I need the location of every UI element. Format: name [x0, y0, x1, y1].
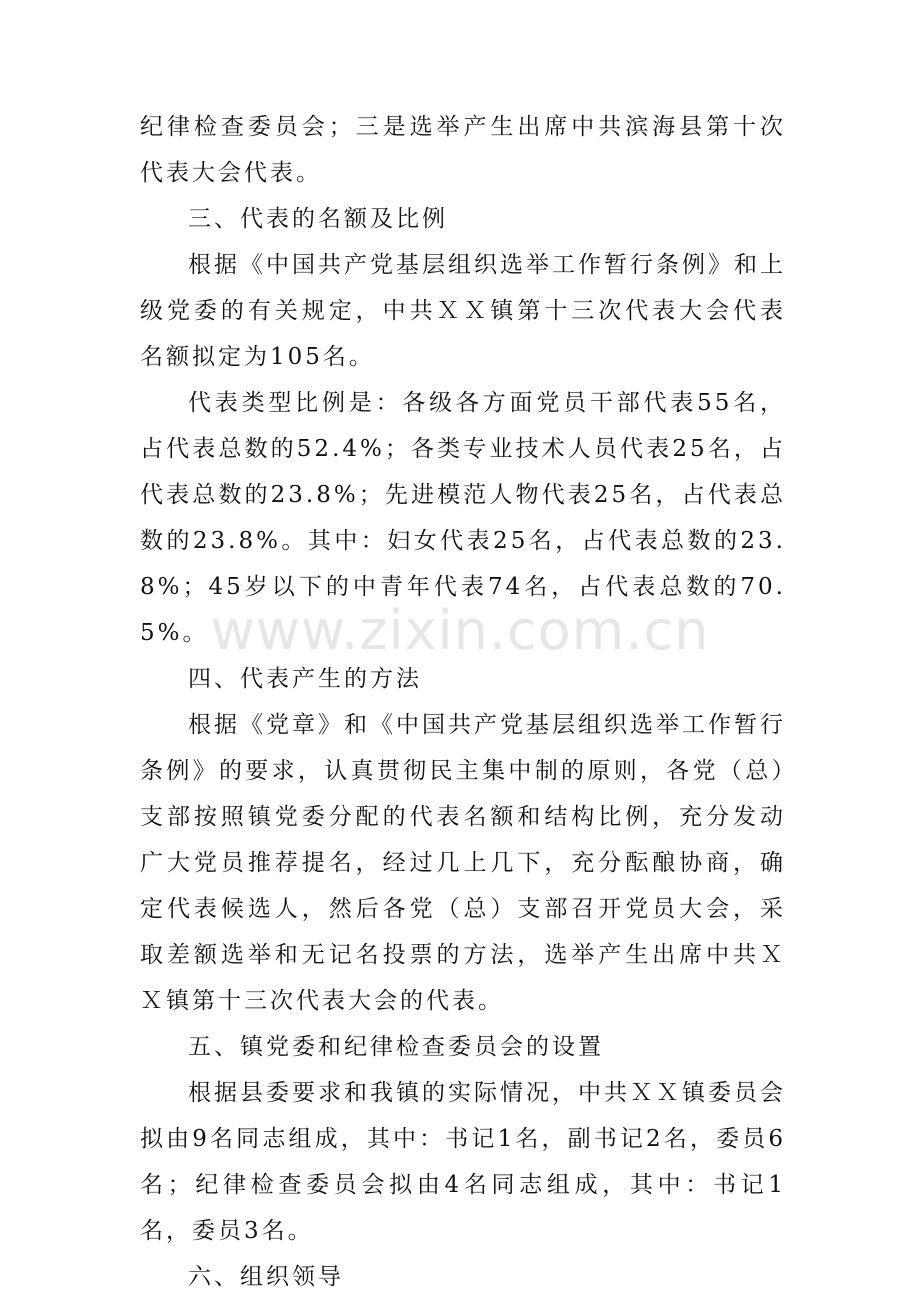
paragraph-committee: 根据县委要求和我镇的实际情况，中共ＸＸ镇委员会拟由9名同志组成，其中：书记1名，副书记2名，委员6名；纪律检查委员会拟由4名同志组成，其中：书记1名，委员3名。 — [140, 1080, 786, 1244]
section-heading-method: 四、代表产生的方法 — [188, 666, 422, 692]
section-heading-quota: 三、代表的名额及比例 — [188, 206, 448, 232]
paragraph-quota: 根据《中国共产党基层组织选举工作暂行条例》和上级党委的有关规定，中共ＸＸ镇第十三次代表大会代表名额拟定为105名。 — [140, 252, 786, 370]
section-heading-committee: 五、镇党委和纪律检查委员会的设置 — [188, 1034, 604, 1060]
paragraph-continuation: 纪律检查委员会；三是选举产生出席中共滨海县第十次代表大会代表。 — [140, 114, 786, 186]
paragraph-ratio: 代表类型比例是：各级各方面党员干部代表55名，占代表总数的52.4%；各类专业技术人员代表25名，占代表总数的23.8%；先进模范人物代表25名，占代表总数的23.8%。其中：妇女代表25名，占代表总数的23.8%；45岁以下的中青年代表74名，占代表总数的70.5%。 — [140, 390, 786, 646]
section-heading-leadership: 六、组织领导 — [188, 1264, 344, 1290]
watermark: www.zixin.com.cn — [210, 599, 710, 662]
paragraph-method: 根据《党章》和《中国共产党基层组织选举工作暂行条例》的要求，认真贯彻民主集中制的原则，各党（总）支部按照镇党委分配的代表名额和结构比例，充分发动广大党员推荐提名，经过几上几下，充分酝酿协商，确定代表候选人，然后各党（总）支部召开党员大会，采取差额选举和无记名投票的方法，选举产生出席中共ＸＸ镇第十三次代表大会的代表。 — [140, 712, 786, 1014]
document-body — [140, 104, 786, 1300]
